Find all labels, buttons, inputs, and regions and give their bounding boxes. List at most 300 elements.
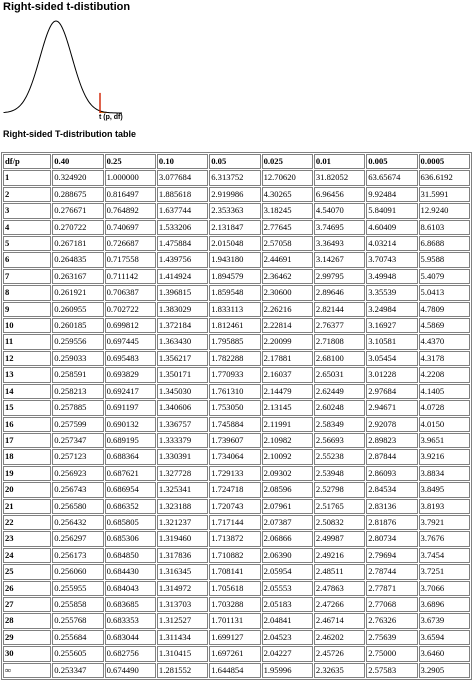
critical-value-cell: 3.01228 <box>366 367 417 382</box>
critical-value-cell: 2.20099 <box>262 334 313 349</box>
critical-value-cell: 1.340606 <box>157 400 208 415</box>
df-cell: 26 <box>3 581 51 596</box>
critical-value-cell: 1.333379 <box>157 433 208 448</box>
critical-value-cell: 0.740697 <box>105 220 156 235</box>
critical-value-cell: 3.16927 <box>366 318 417 333</box>
df-cell: 1 <box>3 170 51 185</box>
table-row <box>3 203 470 218</box>
df-cell: 3 <box>3 203 51 218</box>
critical-value-cell: 0.691197 <box>105 400 156 415</box>
critical-value-cell: 2.04523 <box>262 630 313 645</box>
critical-value-cell: 3.6460 <box>419 646 470 661</box>
critical-value-cell: 1.314972 <box>157 581 208 596</box>
critical-value-cell: 1.885618 <box>157 187 208 202</box>
critical-value-cell: 1.734064 <box>209 449 260 464</box>
df-cell: 2 <box>3 187 51 202</box>
critical-value-cell: 1.363430 <box>157 334 208 349</box>
critical-value-cell: 3.077684 <box>157 170 208 185</box>
df-cell: 20 <box>3 482 51 497</box>
critical-value-cell: 3.70743 <box>366 252 417 267</box>
critical-value-cell: 1.782288 <box>209 351 260 366</box>
critical-value-label: t (p, df) <box>99 114 123 121</box>
critical-value-cell: 3.36493 <box>314 236 365 251</box>
df-cell: 16 <box>3 417 51 432</box>
df-cell: 18 <box>3 449 51 464</box>
critical-value-cell: 0.717558 <box>105 252 156 267</box>
table-row <box>3 663 470 678</box>
critical-value-cell: 0.256580 <box>52 499 103 514</box>
critical-value-cell: 0.276671 <box>52 203 103 218</box>
df-cell: 12 <box>3 351 51 366</box>
critical-value-cell: 0.253347 <box>52 663 103 678</box>
df-cell: 4 <box>3 220 51 235</box>
critical-value-cell: 1.770933 <box>209 367 260 382</box>
critical-value-cell: 2.14479 <box>262 384 313 399</box>
critical-value-cell: 2.05183 <box>262 597 313 612</box>
critical-value-cell: 2.47863 <box>314 581 365 596</box>
critical-value-cell: 2.919986 <box>209 187 260 202</box>
critical-value-cell: 2.87844 <box>366 449 417 464</box>
df-cell: 15 <box>3 400 51 415</box>
table-row <box>3 400 470 415</box>
header-p-value: 0.005 <box>366 154 417 169</box>
critical-value-cell: 0.695483 <box>105 351 156 366</box>
critical-value-cell: 0.684850 <box>105 548 156 563</box>
critical-value-cell: 4.54070 <box>314 203 365 218</box>
critical-value-cell: 2.55238 <box>314 449 365 464</box>
critical-value-cell: 1.894579 <box>209 269 260 284</box>
critical-value-cell: 3.6594 <box>419 630 470 645</box>
critical-value-cell: 2.97684 <box>366 384 417 399</box>
critical-value-cell: 2.45726 <box>314 646 365 661</box>
critical-value-cell: 0.685306 <box>105 531 156 546</box>
critical-value-cell: 4.7809 <box>419 302 470 317</box>
critical-value-cell: 0.288675 <box>52 187 103 202</box>
critical-value-cell: 0.264835 <box>52 252 103 267</box>
critical-value-cell: 1.311434 <box>157 630 208 645</box>
critical-value-cell: 0.686954 <box>105 482 156 497</box>
critical-value-cell: 1.833113 <box>209 302 260 317</box>
df-cell: 24 <box>3 548 51 563</box>
critical-value-cell: 1.699127 <box>209 630 260 645</box>
table-row <box>3 613 470 628</box>
critical-value-cell: 2.79694 <box>366 548 417 563</box>
critical-value-cell: 2.76326 <box>366 613 417 628</box>
critical-value-cell: 4.60409 <box>366 220 417 235</box>
table-row <box>3 384 470 399</box>
critical-value-cell: 1.281552 <box>157 663 208 678</box>
critical-value-cell: 2.84534 <box>366 482 417 497</box>
critical-value-cell: 3.14267 <box>314 252 365 267</box>
critical-value-cell: 2.353363 <box>209 203 260 218</box>
critical-value-cell: 0.683685 <box>105 597 156 612</box>
table-row <box>3 318 470 333</box>
critical-value-cell: 5.0413 <box>419 285 470 300</box>
critical-value-cell: 2.10982 <box>262 433 313 448</box>
critical-value-cell: 2.13145 <box>262 400 313 415</box>
critical-value-cell: 2.71808 <box>314 334 365 349</box>
critical-value-cell: 2.44691 <box>262 252 313 267</box>
df-cell: 11 <box>3 334 51 349</box>
critical-value-cell: 2.10092 <box>262 449 313 464</box>
critical-value-cell: 3.49948 <box>366 269 417 284</box>
critical-value-cell: 5.84091 <box>366 203 417 218</box>
critical-value-cell: 0.267181 <box>52 236 103 251</box>
critical-value-cell: 0.257123 <box>52 449 103 464</box>
critical-value-cell: 5.9588 <box>419 252 470 267</box>
critical-value-cell: 0.683044 <box>105 630 156 645</box>
critical-value-cell: 2.07961 <box>262 499 313 514</box>
critical-value-cell: 0.258591 <box>52 367 103 382</box>
critical-value-cell: 3.9216 <box>419 449 470 464</box>
critical-value-cell: 2.015048 <box>209 236 260 251</box>
critical-value-cell: 0.256432 <box>52 515 103 530</box>
critical-value-cell: 3.7251 <box>419 564 470 579</box>
critical-value-cell: 0.263167 <box>52 269 103 284</box>
t-distribution-table <box>1 152 472 680</box>
critical-value-cell: 0.257347 <box>52 433 103 448</box>
table-row <box>3 187 470 202</box>
critical-value-cell: 1.475884 <box>157 236 208 251</box>
df-cell: 22 <box>3 515 51 530</box>
table-row <box>3 482 470 497</box>
table-row <box>3 220 470 235</box>
critical-value-cell: 0.255858 <box>52 597 103 612</box>
critical-value-cell: 1.345030 <box>157 384 208 399</box>
table-row <box>3 351 470 366</box>
critical-value-cell: 1.739607 <box>209 433 260 448</box>
table-row <box>3 630 470 645</box>
critical-value-cell: 1.533206 <box>157 220 208 235</box>
table-row <box>3 302 470 317</box>
critical-value-cell: 2.04841 <box>262 613 313 628</box>
critical-value-cell: 0.255955 <box>52 581 103 596</box>
df-cell: 9 <box>3 302 51 317</box>
critical-value-cell: 3.8193 <box>419 499 470 514</box>
critical-value-cell: 4.2208 <box>419 367 470 382</box>
critical-value-cell: 1.323188 <box>157 499 208 514</box>
critical-value-cell: 3.7921 <box>419 515 470 530</box>
critical-value-cell: 1.701131 <box>209 613 260 628</box>
df-cell: 29 <box>3 630 51 645</box>
critical-value-cell: 2.75000 <box>366 646 417 661</box>
critical-value-cell: 0.693829 <box>105 367 156 382</box>
critical-value-cell: 2.16037 <box>262 367 313 382</box>
critical-value-cell: 2.46202 <box>314 630 365 645</box>
critical-value-cell: 3.35539 <box>366 285 417 300</box>
critical-value-cell: 1.313703 <box>157 597 208 612</box>
critical-value-cell: 63.65674 <box>366 170 417 185</box>
critical-value-cell: 0.257599 <box>52 417 103 432</box>
critical-value-cell: 0.261921 <box>52 285 103 300</box>
critical-value-cell: 4.5869 <box>419 318 470 333</box>
critical-value-cell: 0.682756 <box>105 646 156 661</box>
critical-value-cell: 2.22814 <box>262 318 313 333</box>
critical-value-cell: 0.702722 <box>105 302 156 317</box>
df-cell: 28 <box>3 613 51 628</box>
critical-value-cell: 2.94671 <box>366 400 417 415</box>
critical-value-cell: 3.8495 <box>419 482 470 497</box>
t-distribution-table-container <box>1 152 472 680</box>
df-cell: 17 <box>3 433 51 448</box>
critical-value-cell: 2.06866 <box>262 531 313 546</box>
critical-value-cell: 0.686352 <box>105 499 156 514</box>
critical-value-cell: 2.06390 <box>262 548 313 563</box>
critical-value-cell: 1.372184 <box>157 318 208 333</box>
critical-value-cell: 0.674490 <box>105 663 156 678</box>
critical-value-cell: 12.9240 <box>419 203 470 218</box>
critical-value-cell: 2.78744 <box>366 564 417 579</box>
critical-value-cell: 2.05954 <box>262 564 313 579</box>
header-p-value: 0.025 <box>262 154 313 169</box>
table-row <box>3 564 470 579</box>
critical-value-cell: 2.17881 <box>262 351 313 366</box>
critical-value-cell: 12.70620 <box>262 170 313 185</box>
table-row <box>3 236 470 251</box>
critical-value-cell: 0.816497 <box>105 187 156 202</box>
critical-value-cell: 0.699812 <box>105 318 156 333</box>
table-row <box>3 170 470 185</box>
df-cell: 14 <box>3 384 51 399</box>
critical-value-cell: 1.312527 <box>157 613 208 628</box>
table-row <box>3 285 470 300</box>
df-cell: 8 <box>3 285 51 300</box>
critical-value-cell: 1.319460 <box>157 531 208 546</box>
header-p-value: 0.40 <box>52 154 103 169</box>
table-header-row <box>3 154 470 169</box>
critical-value-cell: 2.83136 <box>366 499 417 514</box>
critical-value-cell: 1.439756 <box>157 252 208 267</box>
bell-curve <box>4 21 122 113</box>
table-row <box>3 269 470 284</box>
critical-value-cell: 1.720743 <box>209 499 260 514</box>
df-cell: 27 <box>3 597 51 612</box>
critical-value-cell: 1.708141 <box>209 564 260 579</box>
critical-value-cell: 2.76377 <box>314 318 365 333</box>
df-cell: 10 <box>3 318 51 333</box>
critical-value-cell: 0.764892 <box>105 203 156 218</box>
critical-value-cell: 1.316345 <box>157 564 208 579</box>
critical-value-cell: 0.258213 <box>52 384 103 399</box>
critical-value-cell: 31.5991 <box>419 187 470 202</box>
critical-value-cell: 2.46714 <box>314 613 365 628</box>
critical-value-cell: 1.943180 <box>209 252 260 267</box>
header-p-value: 0.25 <box>105 154 156 169</box>
df-cell: ∞ <box>3 663 51 678</box>
critical-value-cell: 1.414924 <box>157 269 208 284</box>
critical-value-cell: 2.62449 <box>314 384 365 399</box>
critical-value-cell: 2.89646 <box>314 285 365 300</box>
critical-value-cell: 1.761310 <box>209 384 260 399</box>
critical-value-cell: 2.32635 <box>314 663 365 678</box>
header-p-value: 0.10 <box>157 154 208 169</box>
critical-value-cell: 1.644854 <box>209 663 260 678</box>
critical-value-cell: 1.859548 <box>209 285 260 300</box>
page-title: Right-sided t-distibution <box>3 1 131 13</box>
critical-value-cell: 4.4370 <box>419 334 470 349</box>
critical-value-cell: 1.697261 <box>209 646 260 661</box>
critical-value-cell: 2.56693 <box>314 433 365 448</box>
critical-value-cell: 2.11991 <box>262 417 313 432</box>
critical-value-cell: 1.703288 <box>209 597 260 612</box>
df-cell: 6 <box>3 252 51 267</box>
critical-value-cell: 0.256297 <box>52 531 103 546</box>
critical-value-cell: 1.637744 <box>157 203 208 218</box>
critical-value-cell: 2.86093 <box>366 466 417 481</box>
df-cell: 25 <box>3 564 51 579</box>
critical-value-cell: 2.89823 <box>366 433 417 448</box>
critical-value-cell: 1.383029 <box>157 302 208 317</box>
critical-value-cell: 1.713872 <box>209 531 260 546</box>
critical-value-cell: 1.350171 <box>157 367 208 382</box>
critical-value-cell: 2.131847 <box>209 220 260 235</box>
critical-value-cell: 3.05454 <box>366 351 417 366</box>
critical-value-cell: 2.77871 <box>366 581 417 596</box>
critical-value-cell: 1.396815 <box>157 285 208 300</box>
critical-value-cell: 0.260955 <box>52 302 103 317</box>
critical-value-cell: 1.356217 <box>157 351 208 366</box>
df-cell: 23 <box>3 531 51 546</box>
critical-value-cell: 2.26216 <box>262 302 313 317</box>
critical-value-cell: 3.24984 <box>366 302 417 317</box>
critical-value-cell: 1.95996 <box>262 663 313 678</box>
header-df-p: df/p <box>3 154 51 169</box>
critical-value-cell: 2.58349 <box>314 417 365 432</box>
critical-value-cell: 2.52798 <box>314 482 365 497</box>
critical-value-cell: 0.706387 <box>105 285 156 300</box>
critical-value-cell: 4.30265 <box>262 187 313 202</box>
critical-value-cell: 1.327728 <box>157 466 208 481</box>
critical-value-cell: 6.8688 <box>419 236 470 251</box>
critical-value-cell: 2.36462 <box>262 269 313 284</box>
table-row <box>3 334 470 349</box>
critical-value-cell: 1.000000 <box>105 170 156 185</box>
critical-value-cell: 1.325341 <box>157 482 208 497</box>
critical-value-cell: 1.317836 <box>157 548 208 563</box>
critical-value-cell: 2.99795 <box>314 269 365 284</box>
critical-value-cell: 0.683353 <box>105 613 156 628</box>
critical-value-cell: 3.18245 <box>262 203 313 218</box>
critical-value-cell: 1.795885 <box>209 334 260 349</box>
critical-value-cell: 2.05553 <box>262 581 313 596</box>
critical-value-cell: 1.321237 <box>157 515 208 530</box>
critical-value-cell: 8.6103 <box>419 220 470 235</box>
critical-value-cell: 2.30600 <box>262 285 313 300</box>
critical-value-cell: 2.92078 <box>366 417 417 432</box>
critical-value-cell: 0.692417 <box>105 384 156 399</box>
header-p-value: 0.0005 <box>419 154 470 169</box>
critical-value-cell: 0.690132 <box>105 417 156 432</box>
critical-value-cell: 1.336757 <box>157 417 208 432</box>
critical-value-cell: 2.48511 <box>314 564 365 579</box>
critical-value-cell: 1.745884 <box>209 417 260 432</box>
df-cell: 19 <box>3 466 51 481</box>
critical-value-cell: 3.7454 <box>419 548 470 563</box>
critical-value-cell: 0.684430 <box>105 564 156 579</box>
critical-value-cell: 3.7676 <box>419 531 470 546</box>
table-row <box>3 531 470 546</box>
critical-value-cell: 9.92484 <box>366 187 417 202</box>
critical-value-cell: 2.82144 <box>314 302 365 317</box>
critical-value-cell: 0.255768 <box>52 613 103 628</box>
critical-value-cell: 2.08596 <box>262 482 313 497</box>
critical-value-cell: 1.310415 <box>157 646 208 661</box>
critical-value-cell: 2.80734 <box>366 531 417 546</box>
critical-value-cell: 0.726687 <box>105 236 156 251</box>
critical-value-cell: 4.03214 <box>366 236 417 251</box>
critical-value-cell: 1.710882 <box>209 548 260 563</box>
critical-value-cell: 4.1405 <box>419 384 470 399</box>
table-row <box>3 597 470 612</box>
critical-value-cell: 31.82052 <box>314 170 365 185</box>
critical-value-cell: 1.724718 <box>209 482 260 497</box>
critical-value-cell: 2.77645 <box>262 220 313 235</box>
critical-value-cell: 0.256923 <box>52 466 103 481</box>
critical-value-cell: 0.259033 <box>52 351 103 366</box>
critical-value-cell: 0.256060 <box>52 564 103 579</box>
critical-value-cell: 3.2905 <box>419 663 470 678</box>
critical-value-cell: 2.49216 <box>314 548 365 563</box>
table-row <box>3 515 470 530</box>
critical-value-cell: 1.330391 <box>157 449 208 464</box>
critical-value-cell: 5.4079 <box>419 269 470 284</box>
df-cell: 5 <box>3 236 51 251</box>
critical-value-cell: 2.53948 <box>314 466 365 481</box>
critical-value-cell: 0.256743 <box>52 482 103 497</box>
critical-value-cell: 3.9651 <box>419 433 470 448</box>
critical-value-cell: 2.77068 <box>366 597 417 612</box>
table-row <box>3 581 470 596</box>
critical-value-cell: 2.09302 <box>262 466 313 481</box>
df-cell: 30 <box>3 646 51 661</box>
critical-value-cell: 3.74695 <box>314 220 365 235</box>
critical-value-cell: 3.6896 <box>419 597 470 612</box>
critical-value-cell: 1.717144 <box>209 515 260 530</box>
critical-value-cell: 2.47266 <box>314 597 365 612</box>
df-cell: 21 <box>3 499 51 514</box>
critical-value-cell: 2.65031 <box>314 367 365 382</box>
critical-value-cell: 2.75639 <box>366 630 417 645</box>
critical-value-cell: 0.260185 <box>52 318 103 333</box>
critical-value-cell: 0.255605 <box>52 646 103 661</box>
table-row <box>3 417 470 432</box>
table-row <box>3 646 470 661</box>
critical-value-cell: 0.697445 <box>105 334 156 349</box>
table-title: Right-sided T-distribution table <box>3 129 136 139</box>
header-p-value: 0.05 <box>209 154 260 169</box>
critical-value-cell: 6.96456 <box>314 187 365 202</box>
df-cell: 7 <box>3 269 51 284</box>
t-distribution-curve-figure <box>0 14 140 126</box>
critical-value-cell: 0.687621 <box>105 466 156 481</box>
critical-value-cell: 2.60248 <box>314 400 365 415</box>
critical-value-cell: 2.51765 <box>314 499 365 514</box>
critical-value-cell: 0.259556 <box>52 334 103 349</box>
critical-value-cell: 636.6192 <box>419 170 470 185</box>
critical-value-cell: 2.50832 <box>314 515 365 530</box>
critical-value-cell: 3.7066 <box>419 581 470 596</box>
table-row <box>3 466 470 481</box>
critical-value-cell: 6.313752 <box>209 170 260 185</box>
table-row <box>3 449 470 464</box>
table-body <box>3 170 470 678</box>
critical-value-cell: 0.324920 <box>52 170 103 185</box>
critical-value-cell: 0.256173 <box>52 548 103 563</box>
critical-value-cell: 0.255684 <box>52 630 103 645</box>
critical-value-cell: 2.68100 <box>314 351 365 366</box>
table-row <box>3 433 470 448</box>
critical-value-cell: 0.270722 <box>52 220 103 235</box>
